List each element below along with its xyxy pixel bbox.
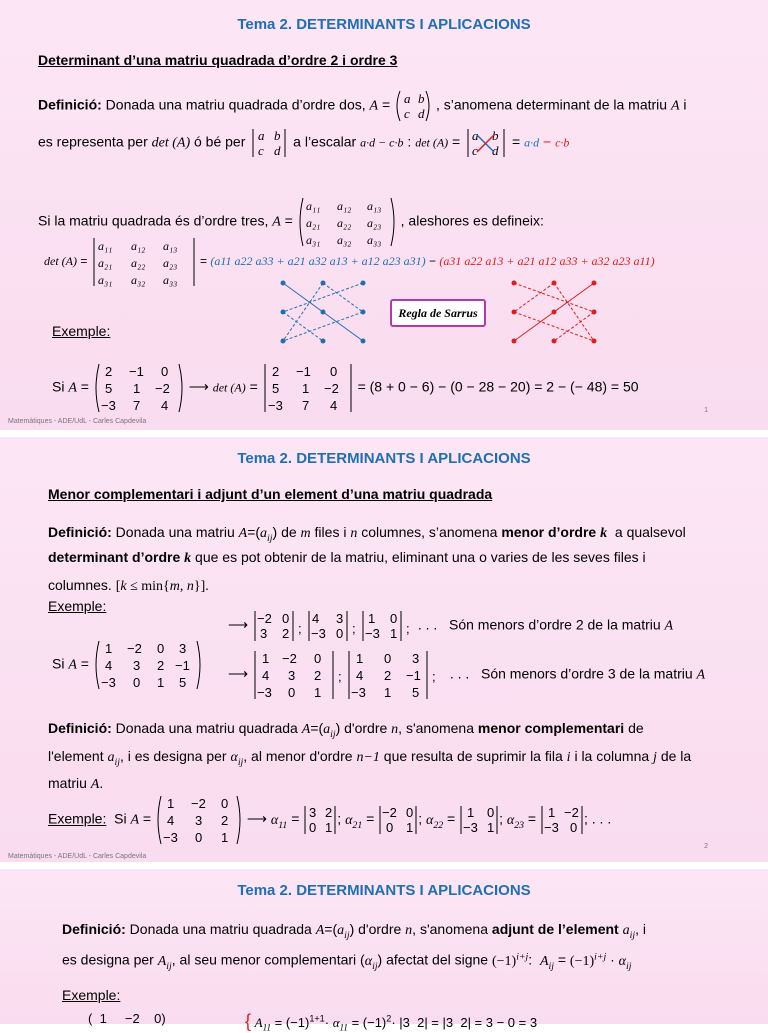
- svg-text:0: 0: [329, 364, 337, 379]
- def2-line3: matriu A.: [48, 775, 104, 792]
- svg-text:−2: −2: [191, 796, 206, 811]
- det-bars-3x3: [91, 236, 197, 288]
- svg-text:1: 1: [487, 820, 495, 835]
- svg-text:7: 7: [301, 398, 309, 413]
- svg-text:a₂₂: a₂₂: [130, 256, 146, 270]
- det-notation: det (A): [415, 135, 449, 150]
- def-text: matriu: [48, 775, 87, 791]
- minor-term: menor d’ordre: [501, 524, 597, 540]
- svg-text:4: 4: [311, 611, 320, 626]
- svg-text:b: b: [274, 128, 281, 143]
- slide-1: [0, 0, 768, 430]
- example-label: Exemple:: [62, 987, 121, 1003]
- sarrus-positive-diagram: [275, 275, 375, 350]
- sarrus-positive: (a11 a22 a33 + a21 a32 a13 + a12 a23 a31): [210, 254, 426, 269]
- example-matrix-3x4: [93, 639, 203, 691]
- svg-text:4: 4: [329, 398, 337, 413]
- svg-text:4: 4: [167, 813, 175, 828]
- svg-text:−2: −2: [126, 641, 142, 656]
- slide-title: Tema 2. DETERMINANTS I APLICACIONS: [237, 882, 531, 899]
- det-order-term: determinant d’ordre: [48, 549, 181, 565]
- svg-text:d: d: [274, 143, 281, 158]
- def-text: i: [683, 96, 687, 113]
- def-text: files i: [314, 524, 347, 540]
- def-text: Si la matriu quadrada és d’ordre tres,: [38, 212, 269, 229]
- det-expression: a·d − c·b: [360, 135, 404, 150]
- svg-text:3: 3: [259, 626, 268, 641]
- def2-line2: l'element $a_{ij}$, i es designa per $\alpha_{ij}$, al menor d'ordre n−1 que resulta de suprimir la fila i i la columna j de la: [48, 748, 692, 768]
- svg-text:1: 1: [313, 685, 322, 700]
- definition-line-2: es representa per det (A) ó bé per a b c d a l’escalar a·d − c·b : det (A) = a b c d = a·d − c·b: [38, 128, 570, 158]
- adjunct-term: adjunt de l’element: [491, 921, 619, 937]
- svg-text:a₃₁: a₃₁: [305, 233, 321, 247]
- def-text: , al seu menor complementari: [171, 951, 357, 968]
- svg-text:0: 0: [309, 820, 317, 835]
- svg-text:−3: −3: [364, 626, 380, 641]
- svg-text:3: 3: [132, 658, 141, 673]
- def-text: , aleshores es defineix:: [400, 212, 544, 229]
- svg-text:7: 7: [132, 398, 141, 413]
- svg-text:a: a: [404, 91, 411, 106]
- def1-line2: determinant d’ordre k que es pot obtenir de la matriu, eliminant una o varies de les seves files i: [48, 549, 646, 566]
- matrix-2x2: [394, 89, 432, 123]
- sarrus-negative-diagram: [506, 275, 606, 350]
- order2-minors: [252, 609, 414, 643]
- svg-text:−1: −1: [174, 658, 190, 673]
- svg-text:1: 1: [156, 675, 165, 690]
- svg-text:0: 0: [156, 641, 165, 656]
- def2-line1: Definició: Donada una matriu quadrada $A=(a_{ij})$ d'ordre n, s'anomena menor complementari de: [48, 720, 644, 740]
- def-text: a l’escalar: [293, 133, 357, 150]
- svg-text:2: 2: [104, 364, 113, 379]
- svg-text:4: 4: [355, 668, 364, 683]
- svg-text:1: 1: [221, 830, 229, 845]
- svg-text:1: 1: [167, 796, 175, 811]
- svg-text:2: 2: [271, 364, 279, 379]
- svg-text:5: 5: [104, 381, 113, 396]
- def-text: Donada una matriu quadrada: [129, 921, 312, 937]
- minor-complement-term: menor complementari: [477, 720, 625, 736]
- definition-label: Definició:: [48, 524, 112, 540]
- det-notation: det (A): [151, 135, 191, 151]
- def-text: Donada una matriu quadrada d’ordre dos,: [105, 96, 366, 113]
- alpha21-det: [378, 804, 418, 836]
- svg-text:1: 1: [406, 820, 414, 835]
- def-text: columnes, s’anomena: [361, 524, 498, 540]
- svg-text:a₁₃: a₁₃: [162, 239, 178, 253]
- svg-text:3: 3: [411, 651, 420, 666]
- svg-text:0: 0: [570, 820, 578, 835]
- def-text: a qualsevol: [614, 524, 686, 540]
- svg-text:;: ;: [431, 669, 436, 684]
- svg-text:d: d: [418, 106, 425, 121]
- example-determinant: [262, 362, 354, 414]
- example3-partial: ( 1 −2 0): [88, 1011, 166, 1026]
- footer: Matemàtiques - ADE/UdL - Carles Capdevila: [8, 853, 147, 860]
- svg-text:2: 2: [325, 805, 333, 820]
- definition-label: Definició:: [48, 720, 112, 736]
- svg-text:−3: −3: [100, 675, 116, 690]
- svg-text:a₁₂: a₁₂: [130, 239, 146, 253]
- def-text: es designa per: [62, 951, 154, 968]
- svg-text:−2: −2: [564, 805, 579, 820]
- svg-text:c: c: [404, 106, 410, 121]
- svg-text:0: 0: [160, 364, 169, 379]
- det-bars-2x2: [249, 127, 289, 159]
- svg-text:0: 0: [335, 626, 344, 641]
- svg-text:1: 1: [389, 626, 398, 641]
- svg-text:a₃₂: a₃₂: [130, 273, 146, 287]
- svg-text:−3: −3: [163, 830, 178, 845]
- def-text: d'ordre: [344, 720, 388, 736]
- minors-order3: ⟶ 1 −2 0 4 3 2 −3 0 1 ; 1 0 3 4 2 −1 −3 1 5 ; . . . Són menors d’ordre 3 de la matriu A: [228, 651, 706, 700]
- alpha23-det: [540, 804, 584, 836]
- def-text: ó bé per: [194, 133, 246, 150]
- svg-text:;: ;: [297, 621, 302, 636]
- svg-text:0: 0: [287, 685, 296, 700]
- svg-text:a₂₁: a₂₁: [305, 216, 321, 230]
- alpha22-det: [459, 804, 499, 836]
- svg-text:1: 1: [367, 611, 376, 626]
- svg-text:3: 3: [287, 668, 296, 683]
- svg-text:a₁₁: a₁₁: [97, 239, 113, 253]
- svg-text:−2: −2: [256, 611, 272, 626]
- def-text: columnes.: [48, 577, 112, 593]
- definition-label: Definició:: [62, 921, 126, 937]
- svg-text:4: 4: [160, 398, 169, 413]
- svg-text:3: 3: [178, 641, 187, 656]
- svg-text:4: 4: [261, 668, 270, 683]
- def-text: Donada una matriu quadrada: [115, 720, 298, 736]
- order3-line: Si la matriu quadrada és d’ordre tres, A = a₁₁ a₁₂ a₁₃ a₂₁ a₂₂ a₂₃ a₃₁ a₃₂ a₃₃ , aleshores es defineix:: [38, 196, 544, 248]
- svg-text:1: 1: [104, 641, 113, 656]
- svg-text:−3: −3: [350, 685, 366, 700]
- svg-text:5: 5: [411, 685, 420, 700]
- svg-text:−2: −2: [281, 651, 297, 666]
- example2-matrix: [155, 794, 243, 846]
- svg-text:;: ;: [351, 621, 356, 636]
- svg-text:0: 0: [389, 611, 398, 626]
- svg-text:a₂₃: a₂₃: [162, 256, 178, 270]
- svg-text:1: 1: [355, 651, 364, 666]
- sarrus-rule-label: Regla de Sarrus: [390, 299, 486, 327]
- example3-adjunct: { $A_{11} = (-1)^{1+1}\cdot \alpha_{11} = (-1)^2\cdot |3$ 2| = |3 2| = 3 − 0 = 3: [245, 1011, 538, 1033]
- svg-text:a₁₂: a₁₂: [336, 199, 352, 213]
- order3-minors: [252, 649, 446, 701]
- example2-line: Exemple: Si A = 1 −2 0 4 3 2 −3 0 1 ⟶ $\alpha_{11}$ = 3 2 0 1 ; $\alpha_{21}$ = −2 0 0 1 ; $\alpha_{22}$ = 1 0 −3 1 ; $\alpha_{23}$ = 1 −2 −3 0 ; . . .: [48, 796, 612, 845]
- svg-text:2: 2: [383, 668, 392, 683]
- svg-text:2: 2: [156, 658, 165, 673]
- svg-text:a₂₃: a₂₃: [366, 216, 382, 230]
- svg-text:3: 3: [195, 813, 203, 828]
- section-heading: Determinant d’una matriu quadrada d’ordre 2 i ordre 3: [38, 52, 398, 68]
- svg-text:−3: −3: [310, 626, 326, 641]
- svg-text:1: 1: [325, 820, 333, 835]
- def-text: de la: [660, 748, 692, 764]
- def-text: , s'anomena: [412, 921, 489, 937]
- sarrus-negative: (a31 a22 a13 + a21 a12 a33 + a32 a23 a11): [439, 254, 655, 269]
- svg-text:3: 3: [335, 611, 344, 626]
- alpha11-det: [303, 804, 337, 836]
- page-number: 2: [704, 843, 708, 850]
- svg-text:2: 2: [221, 813, 229, 828]
- svg-text:a: a: [472, 128, 479, 143]
- sarrus-formula: det (A) = a₁₁ a₁₂ a₁₃ a₂₁ a₂₂ a₂₃ a₃₁ a₃₂ a₃₃ = (a11 a22 a33 + a21 a32 a13 + a12 a23 a31) − (a31 a22 a13 + a21 a12 a33 + a32 a23 a11): [44, 236, 655, 288]
- svg-text:a: a: [258, 128, 265, 143]
- def-text: que es pot obtenir de la matriu, eliminant una o varies de les seves files i: [195, 549, 646, 565]
- svg-text:0: 0: [406, 805, 414, 820]
- svg-text:;: ;: [337, 669, 342, 684]
- svg-text:b: b: [492, 128, 499, 143]
- slide-title: Tema 2. DETERMINANTS I APLICACIONS: [237, 450, 531, 467]
- svg-text:4: 4: [104, 658, 113, 673]
- page-number: 1: [704, 407, 708, 414]
- svg-text:−1: −1: [128, 364, 144, 379]
- svg-text:2: 2: [313, 668, 322, 683]
- svg-text:b: b: [418, 91, 425, 106]
- svg-text:0: 0: [386, 820, 394, 835]
- footer: Matemàtiques - ADE/UdL - Carles Capdevila: [8, 418, 147, 425]
- det-notation: det (A): [44, 254, 77, 269]
- svg-text:a₂₂: a₂₂: [336, 216, 352, 230]
- slide-title: Tema 2. DETERMINANTS I APLICACIONS: [237, 16, 531, 33]
- svg-text:a₃₂: a₃₂: [336, 233, 352, 247]
- svg-text:−3: −3: [544, 820, 559, 835]
- svg-text:−1: −1: [295, 364, 311, 379]
- def-text: , s'anomena: [398, 720, 475, 736]
- def-text: afectat del signe: [386, 951, 489, 968]
- example-matrix: [93, 362, 185, 414]
- svg-text:−3: −3: [267, 398, 283, 413]
- svg-text:−3: −3: [463, 820, 478, 835]
- svg-text:0: 0: [221, 796, 229, 811]
- svg-text:0: 0: [132, 675, 141, 690]
- si-label: Si: [52, 378, 65, 395]
- svg-text:a₁₃: a₁₃: [366, 199, 382, 213]
- svg-text:5: 5: [178, 675, 187, 690]
- svg-text:−3: −3: [256, 685, 272, 700]
- def-text: l'element: [48, 748, 104, 764]
- svg-text:a₃₁: a₃₁: [97, 273, 113, 287]
- slide-2: [0, 437, 768, 862]
- def-text: d'ordre: [358, 921, 402, 937]
- example-result: = (8 + 0 − 6) − (0 − 28 − 20) = 2 − (− 48) = 50: [357, 378, 639, 395]
- example-label: Exemple:: [48, 810, 107, 827]
- def-text: es representa per: [38, 133, 148, 150]
- def3-line1: Definició: Donada una matriu quadrada $A=(a_{ij})$ d'ordre n, s'anomena adjunt de l’element $a_{ij}$, i: [62, 921, 646, 941]
- svg-text:a₃₃: a₃₃: [162, 273, 178, 287]
- def1-line1: Definició: Donada una matriu $A=(a_{ij})$ de m files i n columnes, s’anomena menor d’ordre k a qualsevol: [48, 524, 686, 544]
- definition-line-1: Definició: Donada una matriu quadrada d’ordre dos, A = a b c d , s’anomena determinant de la matriu A i: [38, 91, 687, 121]
- svg-text:−2: −2: [382, 805, 398, 820]
- svg-text:1: 1: [132, 381, 141, 396]
- def-text: , s’anomena determinant de la matriu: [435, 96, 668, 113]
- def-text: que resulta de suprimir la fila: [383, 748, 563, 764]
- svg-text:0: 0: [487, 805, 495, 820]
- def1-line3: columnes. [k ≤ min{m, n}].: [48, 577, 209, 594]
- svg-text:a₂₁: a₂₁: [97, 256, 113, 270]
- svg-text:1: 1: [261, 651, 270, 666]
- svg-text:a₃₃: a₃₃: [366, 233, 382, 247]
- def-text: , al menor d'ordre: [243, 748, 353, 764]
- orders3-text: Són menors d’ordre 3 de la matriu: [480, 665, 693, 682]
- negative-term: c·b: [555, 135, 570, 150]
- det-notation: det (A): [212, 380, 246, 395]
- orders2-text: Són menors d’ordre 2 de la matriu: [448, 616, 661, 633]
- slide-3: [0, 869, 768, 1033]
- def-text: , i es designa per: [119, 748, 227, 764]
- det-cross-diagram: [464, 127, 508, 159]
- svg-text:3: 3: [309, 805, 317, 820]
- svg-text:1: 1: [467, 805, 475, 820]
- example-label: Exemple:: [52, 323, 111, 339]
- svg-text:−1: −1: [405, 668, 421, 683]
- svg-text:−2: −2: [323, 381, 339, 396]
- svg-text:0: 0: [281, 611, 290, 626]
- example-matrix-line: Si A = 1 −2 0 3 4 3 2 −1 −3 0 1 5: [52, 639, 203, 691]
- svg-text:0: 0: [313, 651, 322, 666]
- svg-text:0: 0: [383, 651, 392, 666]
- def-text: i la columna: [574, 748, 650, 764]
- def-text: de: [281, 524, 297, 540]
- def3-line2: es designa per $A_{ij}$, al seu menor complementari $(\alpha_{ij})$ afectat del signe $(-1)^{i+j}$: $A_{ij} = (-1)^{i+j} \cdot \alpha_{ij}$: [62, 951, 632, 972]
- svg-text:1: 1: [548, 805, 556, 820]
- svg-text:−3: −3: [100, 398, 116, 413]
- section-heading: Menor complementari i adjunt d’un element d’una matriu quadrada: [48, 486, 493, 502]
- svg-text:c: c: [472, 143, 478, 158]
- minors-order2: ⟶ −2 0 3 2 ; 4 3 −3 0 ; 1 0 −3 1 ; . . . Són menors d’ordre 2 de la matriu A: [228, 611, 674, 641]
- svg-text:5: 5: [271, 381, 279, 396]
- example-line: Si A = 2 −1 0 5 1 −2 −3 7 4 ⟶ det (A) = 2 −1 0 5 1 −2 −3 7 4 = (8 + 0 − 6) − (0 − 28 − 20) = 2 − (− 48) = 50: [52, 364, 639, 413]
- def-text: de: [628, 720, 644, 736]
- svg-text:−2: −2: [154, 381, 170, 396]
- svg-text:c: c: [258, 143, 265, 158]
- svg-text:0: 0: [195, 830, 203, 845]
- example-label: Exemple:: [48, 598, 107, 614]
- svg-text:1: 1: [383, 685, 392, 700]
- svg-text:1: 1: [301, 381, 309, 396]
- svg-text:a₁₁: a₁₁: [305, 199, 321, 213]
- svg-text:d: d: [492, 143, 499, 158]
- def-text: Donada una matriu: [115, 524, 235, 540]
- positive-term: a·d: [524, 135, 540, 150]
- svg-text:;: ;: [405, 621, 410, 636]
- def-text: , i: [635, 921, 646, 937]
- svg-text:2: 2: [281, 626, 290, 641]
- definition-label: Definició:: [38, 96, 102, 113]
